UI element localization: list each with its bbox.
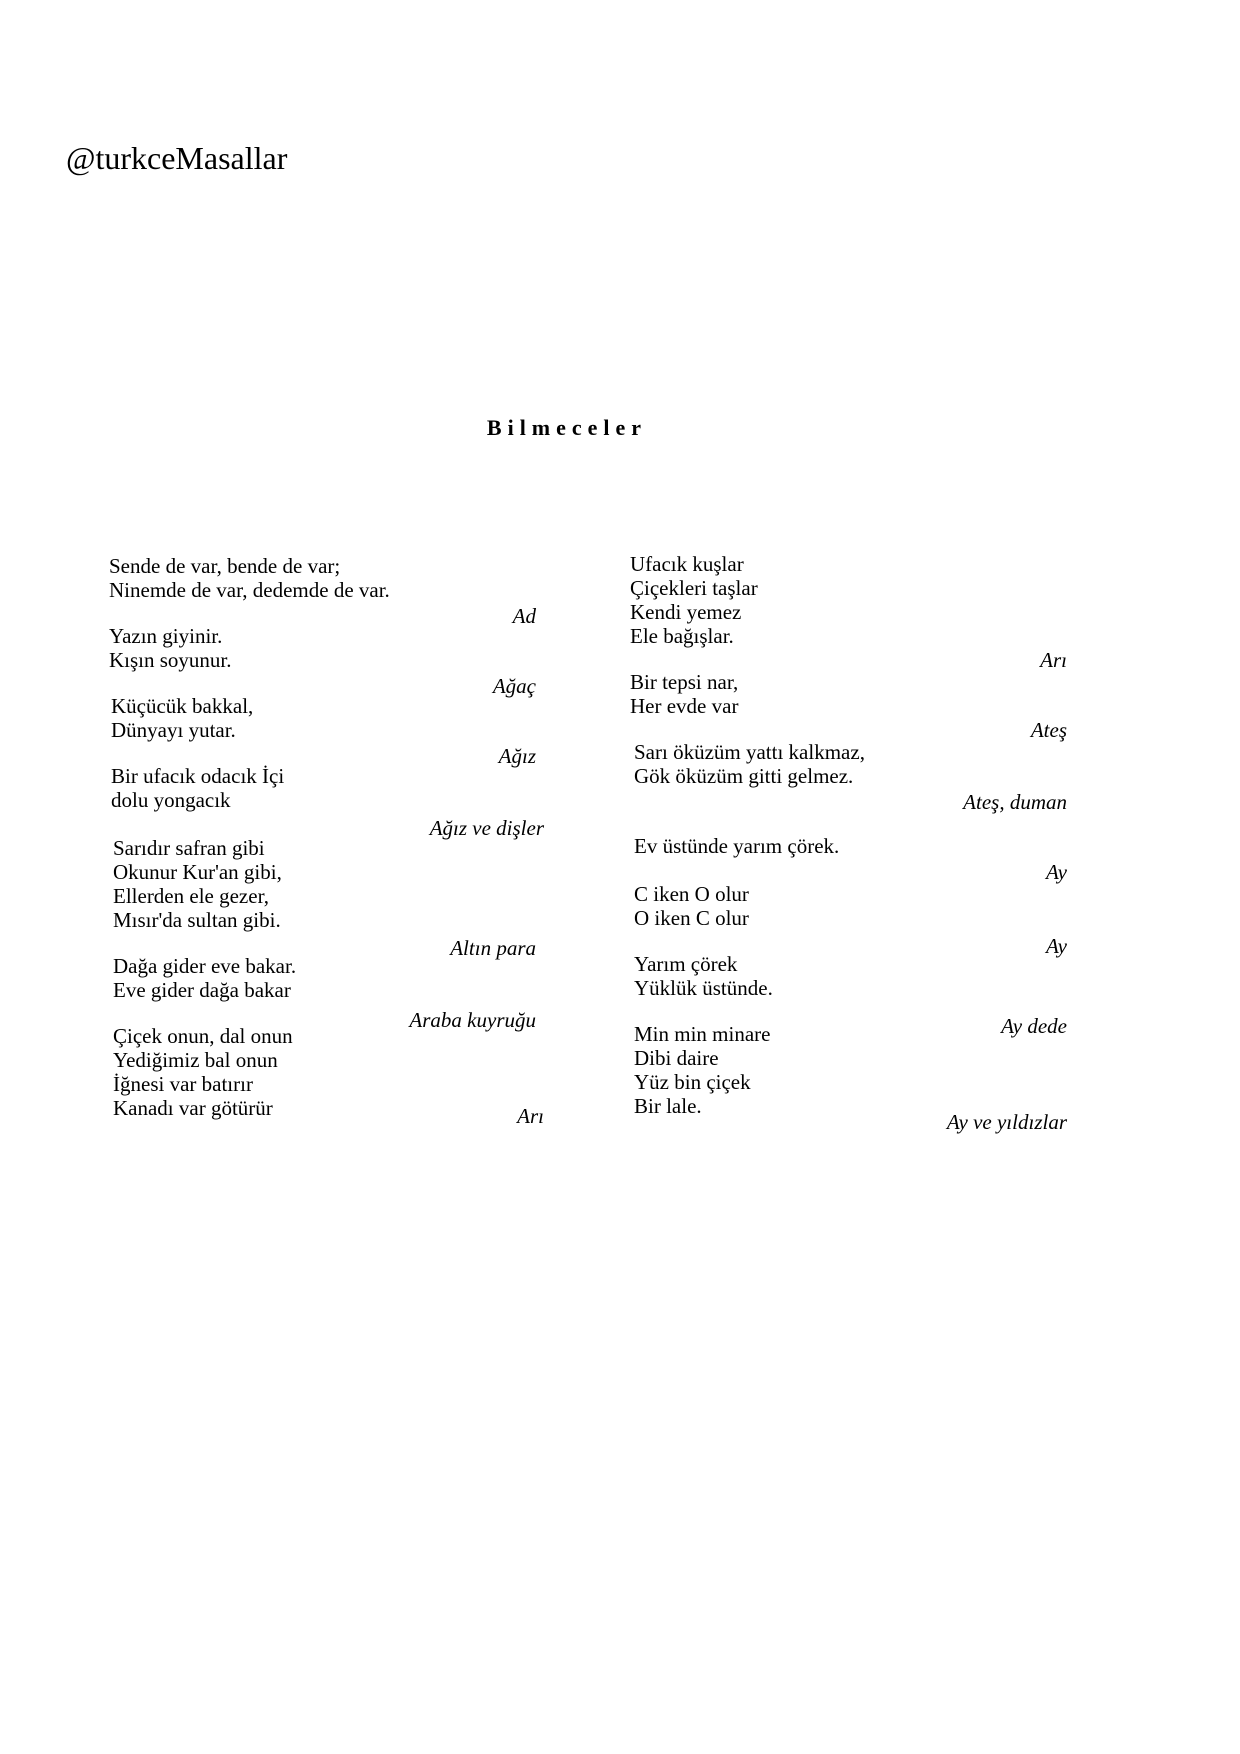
riddle-line: C iken O olur [634, 882, 749, 906]
riddle-answer: Altın para [450, 936, 536, 960]
riddle-answer: Ateş [1030, 718, 1067, 742]
riddle-line: İğnesi var batırır [113, 1072, 253, 1096]
riddle-line: Ele bağışlar. [630, 624, 734, 648]
riddle-answer: Ay ve yıldızlar [946, 1110, 1067, 1134]
riddle-line: Mısır'da sultan gibi. [113, 908, 281, 932]
riddle-answer: Arı [517, 1104, 544, 1128]
riddle-line: Çiçekleri taşlar [630, 576, 758, 600]
riddle-line: Ninemde de var, dedemde de var. [109, 578, 390, 602]
riddle-line: Yüklük üstünde. [634, 976, 773, 1000]
page-handle: @turkceMasallar [66, 140, 288, 176]
riddle-answer: Ay [1046, 934, 1067, 958]
riddle-line: Yüz bin çiçek [634, 1070, 751, 1094]
riddle-line: Çiçek onun, dal onun [113, 1024, 293, 1048]
riddle-line: Ev üstünde yarım çörek. [634, 834, 840, 858]
riddle-answer: Ay dede [1001, 1014, 1067, 1038]
riddle-line: Her evde var [630, 694, 739, 718]
riddle-line: Dağa gider eve bakar. [113, 954, 297, 978]
riddle-answer: Ateş, duman [963, 790, 1067, 814]
riddle-line: dolu yongacık [111, 788, 231, 812]
riddle-line: Yarım çörek [634, 952, 738, 976]
riddle-line: O iken C olur [634, 906, 749, 930]
riddle-answer: Arı [1040, 648, 1067, 672]
page-title: Bilmeceler [486, 415, 648, 440]
riddle-line: Okunur Kur'an gibi, [113, 860, 282, 884]
riddle-line: Eve gider dağa bakar [113, 978, 291, 1002]
riddle-line: Bir ufacık odacık İçi [111, 764, 285, 788]
riddle-line: Sarıdır safran gibi [113, 836, 265, 860]
riddle-line: Sende de var, bende de var; [109, 554, 341, 578]
riddle-line: Yediğimiz bal onun [113, 1048, 278, 1072]
riddle-line: Dibi daire [634, 1046, 719, 1070]
riddle-line: Dünyayı yutar. [111, 718, 236, 742]
riddle-line: Bir lale. [634, 1094, 702, 1118]
riddle-line: Min min minare [634, 1022, 771, 1046]
riddle-answer: Ad [512, 604, 536, 628]
riddle-answer: Ağız ve dişler [429, 816, 544, 840]
riddle-line: Ellerden ele gezer, [113, 884, 269, 908]
riddle-line: Bir tepsi nar, [630, 670, 739, 694]
riddle-line: Kendi yemez [630, 600, 742, 624]
riddle-answer: Ağız [498, 744, 536, 768]
riddle-line: Kışın soyunur. [109, 648, 232, 672]
riddle-line: Gök öküzüm gitti gelmez. [634, 764, 854, 788]
riddle-line: Kanadı var götürür [113, 1096, 273, 1120]
riddle-line: Küçücük bakkal, [111, 694, 254, 718]
riddle-line: Yazın giyinir. [109, 624, 223, 648]
riddle-answer: Araba kuyruğu [409, 1008, 536, 1032]
riddle-line: Ufacık kuşlar [630, 552, 744, 576]
riddle-line: Sarı öküzüm yattı kalkmaz, [634, 740, 865, 764]
riddle-answer: Ay [1046, 860, 1067, 884]
riddle-answer: Ağaç [492, 674, 536, 698]
